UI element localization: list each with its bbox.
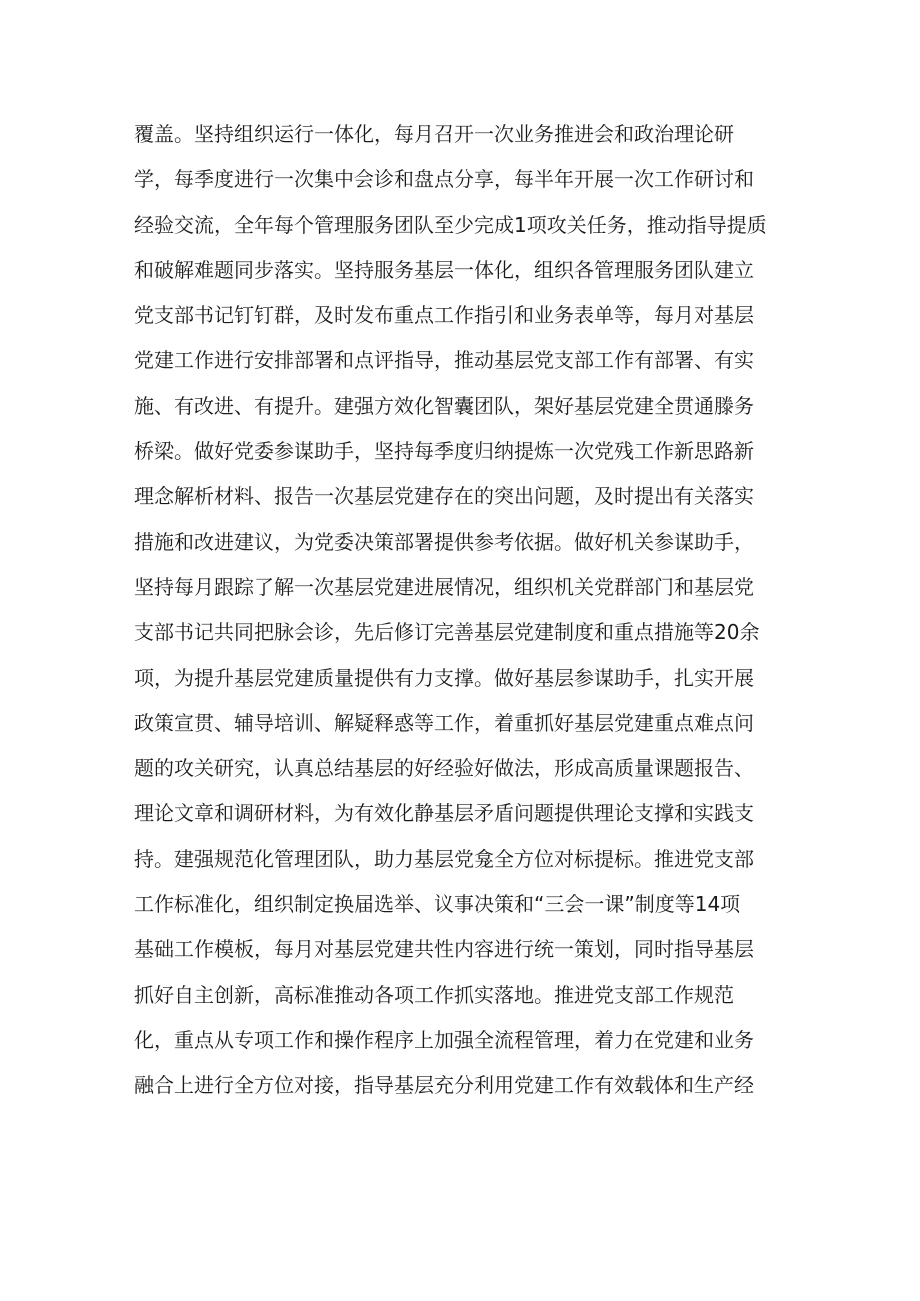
paragraph-line-17: 持。建强规范化管理团队，助力基层党龛全方位对标提标。推进党支部 [134,846,754,871]
paragraph-line-14: 政策宣贯、辅导培训、解疑释惑等工作，着重抓好基层党建重点难点问 [134,710,754,735]
paragraph-line-13: 项，为提升基层党建质量提供有力支撑。做好基层参谋助手，扎实开展 [134,665,754,690]
paragraph-line-4: 和破解难题同步落实。坚持服务基层一体化，组织各管理服务团队建立 [134,257,754,282]
paragraph-line-21: 化，重点从专项工作和操作程序上加强全流程管理，着力在党建和业务 [134,1027,754,1052]
paragraph-line-20: 抓好自主创新，高标准推动各项工作抓实落地。推进党支部工作规范 [134,982,734,1007]
paragraph-line-9: 理念解析材料、报告一次基层党建存在的突出问题，及时提出有关落实 [134,484,754,509]
paragraph-line-16: 理论文章和调研材料，为有效化静基层矛盾问题提供理论支撑和实践支 [134,801,754,826]
paragraph-line-3: 经验交流，全年每个管理服务团队至少完成1项攻关任务，推动指导提质 [134,212,767,237]
paragraph-line-1: 覆盖。坚持组织运行一体化，每月召开一次业务推进会和政治理论研 [134,122,734,146]
paragraph-line-7: 施、有改进、有提升。建强方效化智囊团队，架好基层党建全贯通滕务 [134,393,754,418]
paragraph-line-6: 党建工作进行安排部署和点评指导，推动基层党支部工作有部署、有实 [134,348,754,373]
paragraph-line-19: 基础工作模板，每月对基层党建共性内容进行统一策划，同时指导基层 [134,937,754,962]
paragraph-line-10: 措施和改进建议，为党委决策部署提供参考依据。做好机关参谋助手， [134,529,754,554]
paragraph-line-18: 工作标准化，组织制定换届选举、议事决策和“三会一课”制度等14项 [134,892,741,917]
paragraph-line-22: 融合上进行全方位对接，指导基层充分利用党建工作有效载体和生产经 [134,1073,754,1098]
paragraph-line-12: 支部书记共同把脉会诊，先后修订完善基层党建制度和重点措施等20余 [134,620,760,645]
paragraph-line-11: 坚持每月跟踪了解一次基层党建进展情况，组织机关党群部门和基层党 [134,574,754,599]
paragraph-line-2: 学，每季度进行一次集中会诊和盘点分享，每半年开展一次工作研讨和 [134,167,754,192]
paragraph-line-15: 题的攻关研究，认真总结基层的好经验好做法，形成高质量课题报告、 [134,756,754,781]
paragraph-line-8: 桥梁。做好党委参谋助手，坚持每季度归纳提炼一次党残工作新思路新 [134,439,754,464]
body-paragraph [134,112,794,1109]
paragraph-line-5: 党支部书记钉钉群，及时发布重点工作指引和业务表单等，每月对基层 [134,303,754,328]
